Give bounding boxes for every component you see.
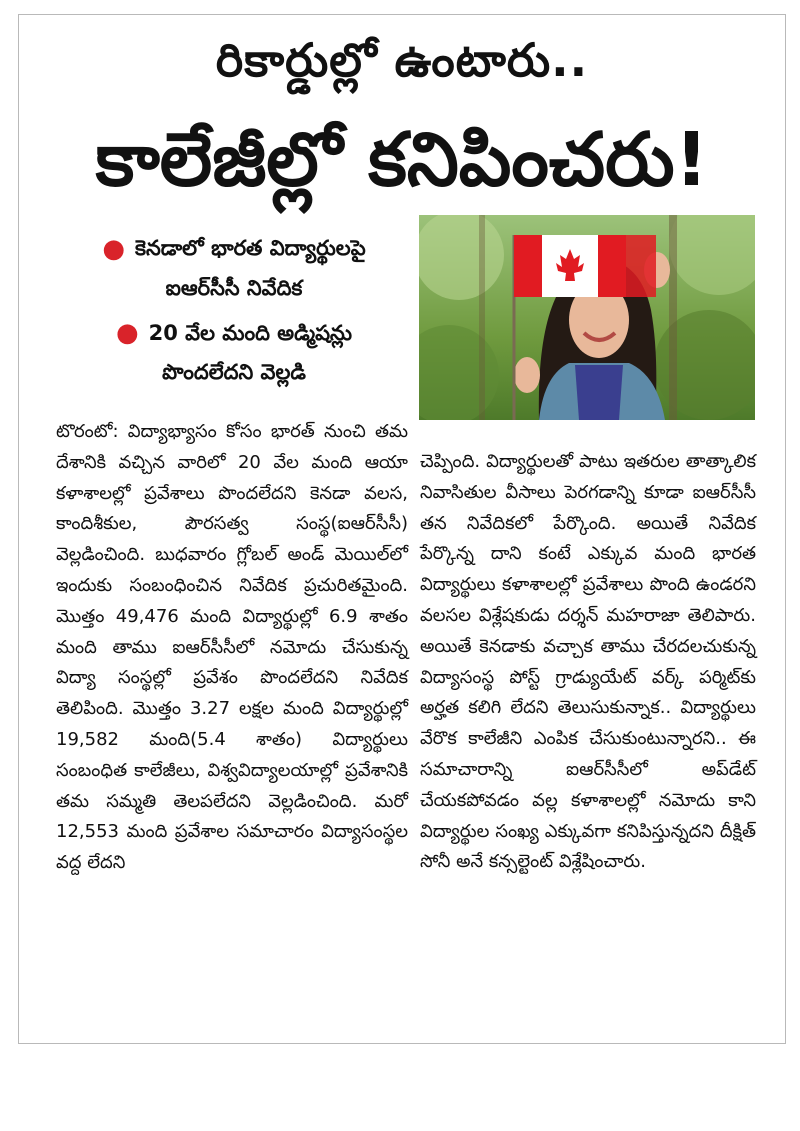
article-kicker: రికార్డుల్లో ఉంటారు.. bbox=[215, 33, 589, 87]
bullet-dot-icon: ● bbox=[115, 318, 139, 348]
article-body-left bbox=[56, 417, 408, 879]
body-paragraph: టొరంటో: విద్యాభ్యాసం కోసం భారత్ నుంచి తమ దేశానికి వచ్చిన వారిలో 20 వేల మంది ఆయా కళాశాలల్లో ప్రవేశాలు పొందలేదని కెనడా వలస, కాందిశీకుల, పౌరసత్వ సంస్థ(ఐఆర్‌సీసీ) వెల్లడించింది. బుధవారం గ్లోబల్ అండ్ మెయిల్‌లో ఇందుకు సంబంధించిన నివేదిక ప్రచురితమైంది. మొత్తం 49,476 మంది విద్యార్థుల్లో 6.9 శాతం మంది తాము ఐఆర్‌సీసీలో నమోదు చేసుకున్న విద్యా సంస్థల్లో ప్రవేశం పొందలేదని నివేదిక తెలిపింది. మొత్తం 3.27 లక్షల మంది విద్యార్థుల్లో 19,582 మంది(5.4 శాతం) విద్యార్థులు సంబంధిత కాలేజీలు, విశ్వవిద్యాలయాల్లో ప్రవేశానికి తమ సమ్మతి తెలపలేదని వెల్లడించింది. మరో 12,553 మంది ప్రవేశాల సమాచారం విద్యాసంస్థల వద్ద లేదని bbox=[56, 421, 408, 874]
highlight-text: ఐఆర్‌సీసీ నివేదిక bbox=[165, 275, 303, 300]
highlight-item bbox=[59, 229, 409, 308]
body-paragraph: చెప్పింది. విద్యార్థులతో పాటు ఇతరుల తాత్కాలిక నివాసితుల వీసాలు పెరగడాన్ని కూడా ఐఆర్‌సీసీ తన నివేదికలో పేర్కొంది. అయితే నివేదిక పేర్కొన్న దాని కంటే ఎక్కువ మంది భారత విద్యార్థులు కళాశాలల్లో ప్రవేశాలు పొంది ఉండరని వలసల విశ్లేషకుడు దర్శన్ మహరాజా తెలిపారు. అయితే కెనడాకు వచ్చాక తాము చేరదలచుకున్న విద్యాసంస్థ పోస్ట్ గ్రాడ్యుయేట్ వర్క్ పర్మిట్‌కు అర్హత కలిగి లేదని తెలుసుకున్నాక.. విద్యార్థులు వేరొక కాలేజీని ఎంపిక చేసుకుంటున్నారని.. ఈ సమాచారాన్ని ఐఆర్‌సీసీలో అప్‌డేట్ చేయకపోవడం వల్ల కళాశాలల్లో నమోదు కాని విద్యార్థుల సంఖ్య ఎక్కువగా కనిపిస్తున్నదని దీక్షిత్ సోనీ అనే కన్సల్టెంట్ విశ్లేషించారు. bbox=[420, 451, 756, 873]
newspaper-clipping bbox=[18, 14, 786, 1044]
highlight-text: కెనడాలో భారత విద్యార్థులపై bbox=[135, 236, 366, 260]
bullet-dot-icon: ● bbox=[102, 233, 126, 264]
article-body-right bbox=[420, 447, 756, 878]
highlight-text: పొందలేదని వెల్లడి bbox=[162, 360, 306, 384]
highlight-text: 20 వేల మంది అడ్మిషన్లు bbox=[148, 320, 353, 345]
highlight-item bbox=[59, 314, 409, 393]
article-headline: కాలేజీల్లో కనిపించరు! bbox=[95, 117, 709, 203]
article-photo bbox=[419, 215, 755, 420]
highlights-box bbox=[59, 229, 409, 398]
